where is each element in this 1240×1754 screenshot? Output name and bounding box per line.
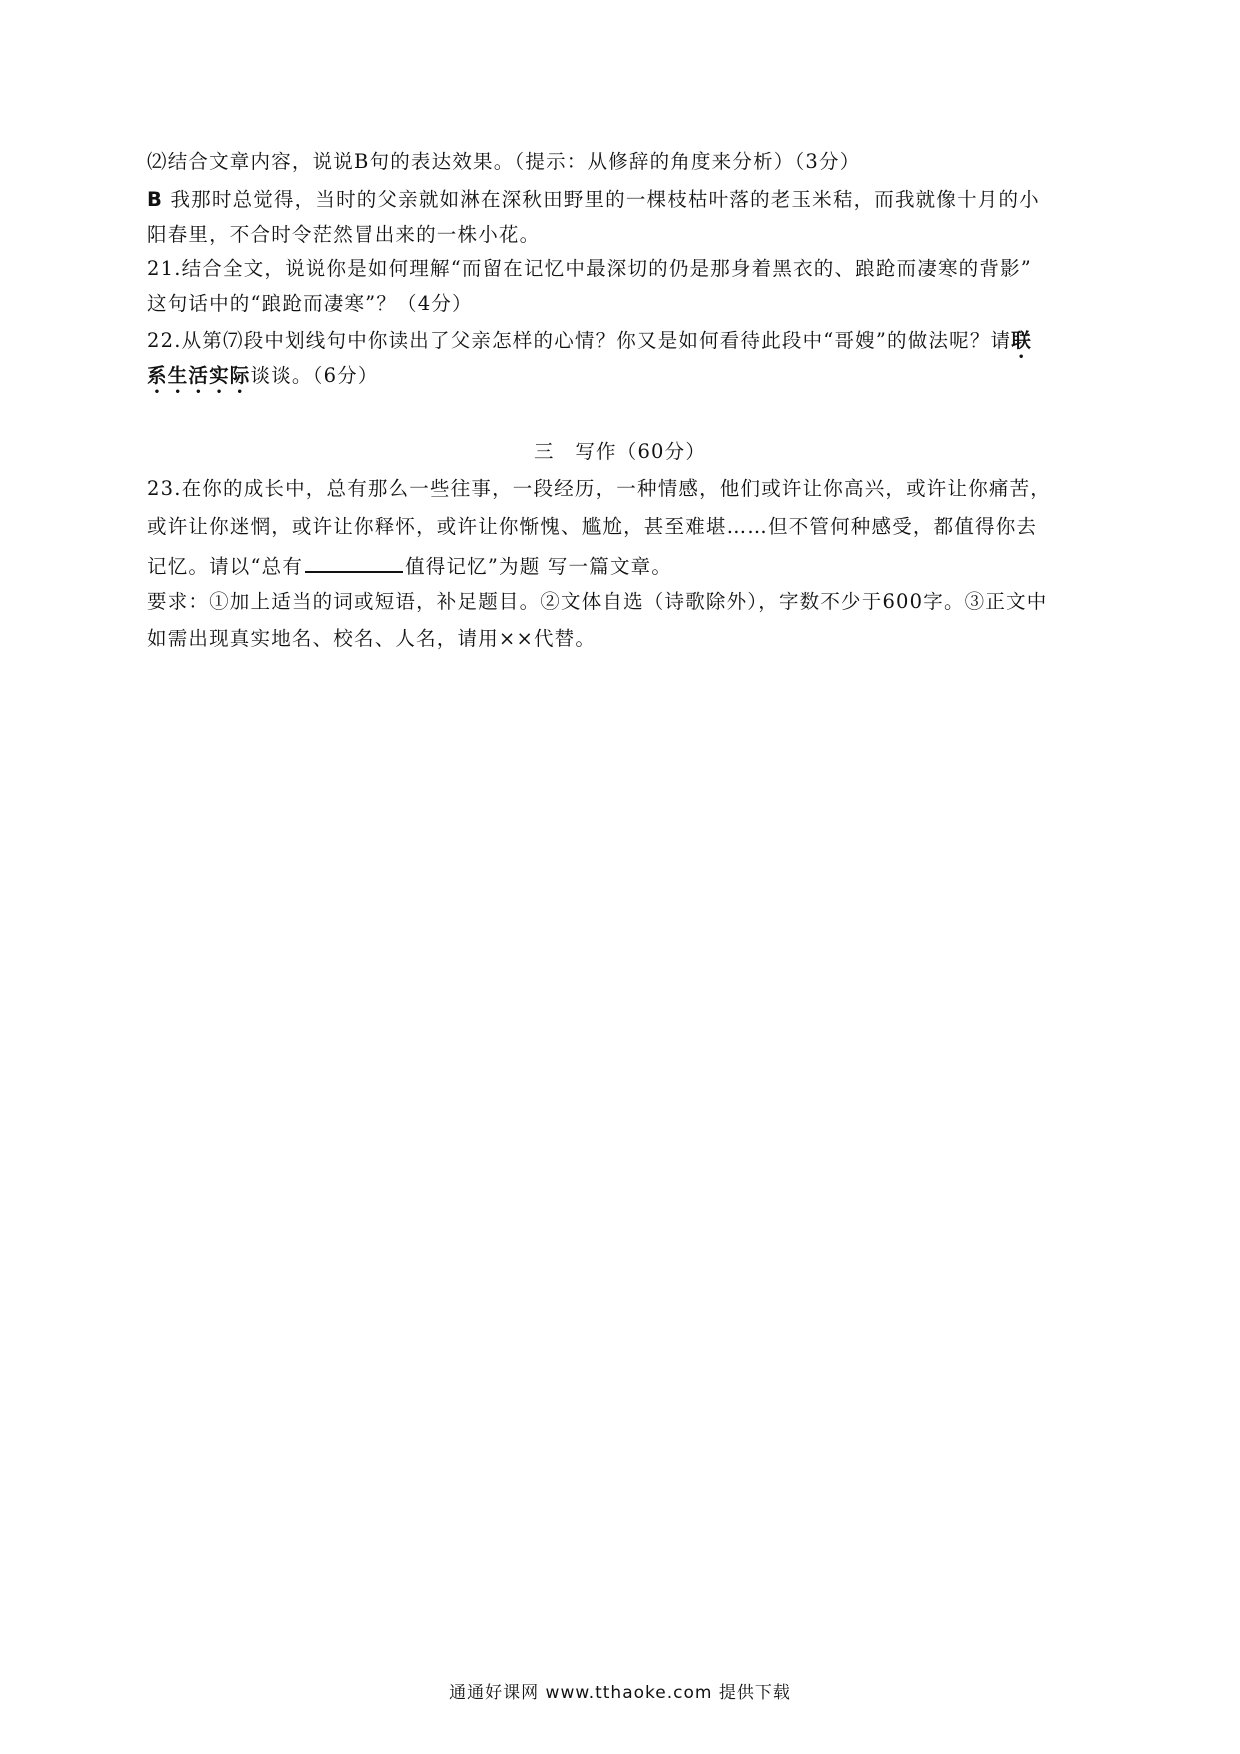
requirements-line-1: 要求：①加上适当的词或短语，补足题目。②文体自选（诗歌除外），字数不少于600字。③正文中 [147,590,1048,613]
sentence-b-line-1 [147,188,1040,212]
question-23-line-1: 23.在你的成长中，总有那么一些往事，一段经历，一种情感，他们或许让你高兴，或许让你痛苦， [147,477,1052,500]
question-21-line-2: 这句话中的“踉跄而凄寒”？（4分） [147,292,473,315]
sentence-b-line-2: 阳春里，不合时令茫然冒出来的一株小花。 [147,223,541,246]
footer-download-note: 通通好课网 www.tthaoke.com 提供下载 [449,1683,791,1703]
question-22-rest: 谈谈。（6分） [250,364,379,387]
question-23-prefix: 记忆。请以“总有 [147,555,304,578]
question-22-line-1 [147,329,1032,363]
question-23-line-3 [147,553,672,579]
question-23-line-2: 或许让你迷惘，或许让你释怀，或许让你惭愧、尴尬，甚至难堪……但不管何种感受，都值得你去 [147,515,1038,538]
question-21-line-1: 21.结合全文，说说你是如何理解“而留在记忆中最深切的仍是那身着黑衣的、踉跄而凄寒的背影” [147,257,1032,280]
fill-in-blank [305,553,403,573]
question-22-text: 22.从第⑺段中划线句中你读出了父亲怎样的心情？你又是如何看待此段中“哥嫂”的做法呢？请 [147,329,1012,352]
question-20-2: ⑵结合文章内容，说说B句的表达效果。（提示：从修辞的角度来分析）（3分） [147,150,861,173]
sentence-b-label: B [147,188,164,211]
question-22-line-2 [147,364,379,398]
writing-heading: 三 写作（60分） [533,440,707,463]
emphasis-text-2: 系生活实际 [147,364,251,387]
sentence-b-text: 我那时总觉得，当时的父亲就如淋在深秋田野里的一棵枝枯叶落的老玉米秸，而我就像十月的小 [163,188,1040,211]
requirements-line-2: 如需出现真实地名、校名、人名，请用××代替。 [147,627,597,650]
emphasis-text-1: 联 [1011,329,1032,352]
question-23-suffix: 值得记忆”为题 写一篇文章。 [405,555,673,578]
